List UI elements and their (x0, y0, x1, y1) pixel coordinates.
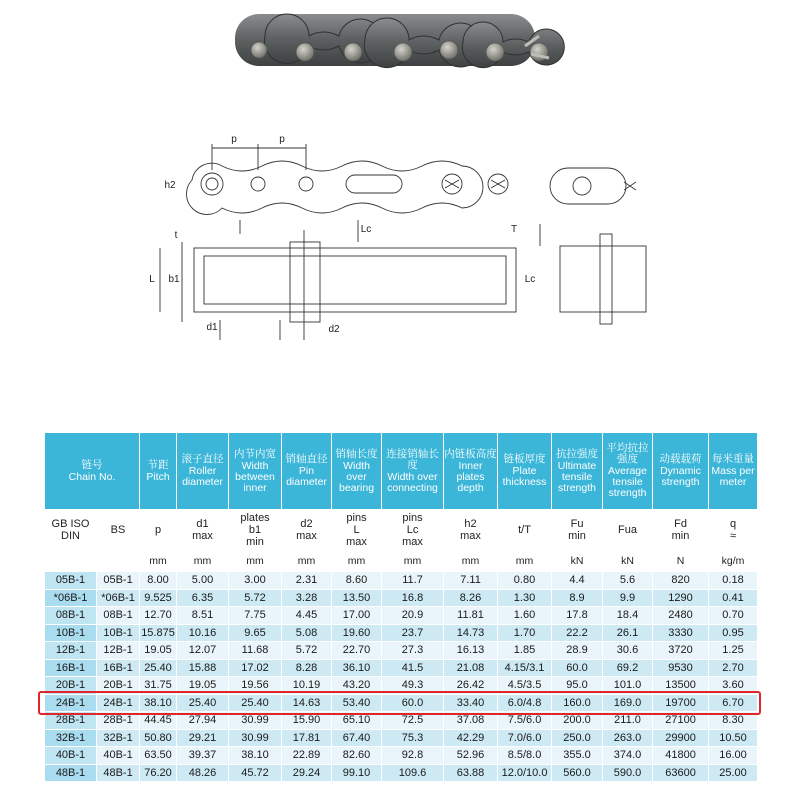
table-cell: 0.70 (709, 607, 758, 625)
unit-cell: mm (382, 551, 444, 572)
table-cell: 29900 (653, 729, 709, 747)
table-cell: 15.88 (177, 659, 229, 677)
table-cell: 13500 (653, 677, 709, 695)
drawing-label-Lc: Lc (360, 224, 372, 235)
table-cell: 48B-1 (97, 764, 140, 782)
symbol-text: max (460, 530, 481, 542)
unit-cell: mm (498, 551, 552, 572)
symbol-cell (45, 510, 97, 551)
table-cell: 50.80 (140, 729, 177, 747)
table-cell: 0.80 (498, 572, 552, 590)
table-cell: 8.9 (552, 589, 603, 607)
table-cell: 10B-1 (45, 624, 97, 642)
table-cell: 101.0 (603, 677, 653, 695)
symbol-text: q (729, 518, 737, 530)
unit-cell: mm (332, 551, 382, 572)
column-header (709, 433, 758, 510)
column-header (140, 433, 177, 510)
table-cell: 7.5/6.0 (498, 712, 552, 730)
table-cell: 15.90 (282, 712, 332, 730)
symbol-text: max (402, 536, 423, 548)
table-cell: 6.70 (709, 694, 758, 712)
table-cell: 11.7 (382, 572, 444, 590)
symbol-cell (709, 510, 758, 551)
table-cell: 1.30 (498, 589, 552, 607)
symbol-text: min (568, 530, 586, 542)
table-cell: 8.26 (444, 589, 498, 607)
table-header-row (45, 433, 758, 510)
table-cell: 30.6 (603, 642, 653, 660)
symbol-text: pins (346, 512, 367, 524)
column-header-cn: 节距 (147, 458, 169, 471)
table-cell: 69.2 (603, 659, 653, 677)
chain-product-photo (225, 6, 570, 82)
table-row (45, 589, 758, 607)
table-cell: 19.05 (177, 677, 229, 695)
table-cell: 43.20 (332, 677, 382, 695)
column-header-cn: 抗拉强度 (556, 447, 599, 460)
table-cell: 4.15/3.1 (498, 659, 552, 677)
table-cell: 19.60 (332, 624, 382, 642)
symbol-cell (444, 510, 498, 551)
table-cell: 1.85 (498, 642, 552, 660)
symbol-text: max (192, 530, 213, 542)
unit-cell: kN (552, 551, 603, 572)
table-cell: 63600 (653, 764, 709, 782)
unit-cell: mm (229, 551, 282, 572)
symbol-cell (140, 510, 177, 551)
column-header (332, 433, 382, 510)
table-row (45, 747, 758, 765)
drawing-label-b1: b1 (168, 274, 180, 285)
table-cell: 16.13 (444, 642, 498, 660)
table-cell: 75.3 (382, 729, 444, 747)
table-cell: 23.7 (382, 624, 444, 642)
column-header-en: Chain No. (68, 470, 116, 483)
table-cell: 41.5 (382, 659, 444, 677)
symbol-text: min (671, 530, 690, 542)
table-cell: 31.75 (140, 677, 177, 695)
table-cell: 3.28 (282, 589, 332, 607)
table-cell: 16.8 (382, 589, 444, 607)
table-cell: 9.65 (229, 624, 282, 642)
column-header-en: Width over connecting (387, 470, 438, 494)
column-header (177, 433, 229, 510)
table-symbol-row (45, 510, 758, 551)
table-row (45, 607, 758, 625)
table-cell: 37.08 (444, 712, 498, 730)
table-cell: 48.26 (177, 764, 229, 782)
drawing-label-p-2: p (279, 134, 285, 145)
symbol-text: h2 (464, 518, 477, 530)
table-cell: 16B-1 (45, 659, 97, 677)
table-cell: 76.20 (140, 764, 177, 782)
unit-cell: mm (140, 551, 177, 572)
table-cell: 355.0 (552, 747, 603, 765)
table-cell: 95.0 (552, 677, 603, 695)
table-cell: 14.73 (444, 624, 498, 642)
table-cell: 7.11 (444, 572, 498, 590)
table-cell: 0.41 (709, 589, 758, 607)
drawing-label-L: L (149, 274, 155, 285)
symbol-cell (177, 510, 229, 551)
symbol-text: Lc (406, 524, 419, 536)
drawing-label-h2: h2 (164, 180, 176, 191)
column-header-cn: 内节内宽 (234, 447, 277, 460)
column-header (653, 433, 709, 510)
symbol-text: Fu (570, 518, 584, 530)
table-cell: 16.00 (709, 747, 758, 765)
table-cell: 169.0 (603, 694, 653, 712)
table-cell: 5.72 (229, 589, 282, 607)
unit-cell (45, 551, 97, 572)
table-cell: 8.60 (332, 572, 382, 590)
table-cell: 8.51 (177, 607, 229, 625)
symbol-cell (603, 510, 653, 551)
symbol-text: p (154, 524, 162, 536)
symbol-text: max (296, 530, 317, 542)
table-cell: 17.8 (552, 607, 603, 625)
table-cell: 53.40 (332, 694, 382, 712)
table-row (45, 764, 758, 782)
table-cell: 44.45 (140, 712, 177, 730)
table-unit-row (45, 551, 758, 572)
table-cell: 21.08 (444, 659, 498, 677)
table-cell: 33.40 (444, 694, 498, 712)
table-cell: 22.2 (552, 624, 603, 642)
column-header (45, 433, 140, 510)
column-header-en: Pin diameter (286, 465, 327, 488)
table-cell: 2.70 (709, 659, 758, 677)
unit-cell (97, 551, 140, 572)
symbol-text: plates (240, 512, 270, 524)
table-row (45, 694, 758, 712)
symbol-text: GB ISO (51, 518, 90, 530)
table-cell: 27.94 (177, 712, 229, 730)
table-cell: 17.02 (229, 659, 282, 677)
column-header-en: Average tensile strength (608, 465, 647, 499)
table-cell: 200.0 (552, 712, 603, 730)
column-header-cn: 链号 (81, 458, 103, 471)
column-header-en: Roller diameter (182, 465, 223, 488)
table-cell: 16B-1 (97, 659, 140, 677)
symbol-text: d1 (196, 518, 209, 530)
table-cell: 263.0 (603, 729, 653, 747)
table-cell: 67.40 (332, 729, 382, 747)
table-cell: 36.10 (332, 659, 382, 677)
table-cell: 08B-1 (97, 607, 140, 625)
unit-cell: mm (444, 551, 498, 572)
table-cell: 39.37 (177, 747, 229, 765)
table-cell: 41800 (653, 747, 709, 765)
column-header-en: Inner plates depth (456, 459, 485, 494)
table-cell: 24B-1 (45, 694, 97, 712)
table-row (45, 624, 758, 642)
table-cell: 8.28 (282, 659, 332, 677)
table-cell: 29.21 (177, 729, 229, 747)
column-header-cn: 平均抗拉强度 (606, 442, 649, 465)
table-cell: 5.08 (282, 624, 332, 642)
table-cell: 9.9 (603, 589, 653, 607)
table-cell: 24B-1 (97, 694, 140, 712)
symbol-cell (229, 510, 282, 551)
table-cell: 8.5/8.0 (498, 747, 552, 765)
table-cell: 5.00 (177, 572, 229, 590)
table-cell: 8.30 (709, 712, 758, 730)
drawing-label-T: T (510, 224, 518, 235)
table-cell: 12.0/10.0 (498, 764, 552, 782)
drawing-label-p-1: p (231, 134, 237, 145)
chain-technical-drawing (120, 120, 680, 350)
table-cell: 1.70 (498, 624, 552, 642)
column-header (382, 433, 444, 510)
unit-cell: N (653, 551, 709, 572)
table-cell: 0.95 (709, 624, 758, 642)
table-cell: 14.63 (282, 694, 332, 712)
table-cell: 3720 (653, 642, 709, 660)
symbol-text: Fua (618, 524, 637, 536)
symbol-cell (97, 510, 140, 551)
table-cell: 38.10 (140, 694, 177, 712)
table-cell: 1.25 (709, 642, 758, 660)
table-cell: 20B-1 (97, 677, 140, 695)
table-cell: 8.00 (140, 572, 177, 590)
table-cell: 250.0 (552, 729, 603, 747)
table-cell: 32B-1 (97, 729, 140, 747)
table-cell: 2480 (653, 607, 709, 625)
table-cell: 12.70 (140, 607, 177, 625)
table-cell: 590.0 (603, 764, 653, 782)
table-cell: 9.525 (140, 589, 177, 607)
column-header-cn: 滚子直径 (181, 453, 224, 465)
table-cell: 40B-1 (97, 747, 140, 765)
table-row (45, 677, 758, 695)
table-cell: 7.0/6.0 (498, 729, 552, 747)
column-header-en: Ultimate tensile strength (557, 459, 597, 494)
symbol-cell (653, 510, 709, 551)
drawing-label-t: t (174, 230, 178, 241)
table-cell: 52.96 (444, 747, 498, 765)
table-cell: 10.50 (709, 729, 758, 747)
table-row (45, 642, 758, 660)
symbol-text: pins (402, 512, 423, 524)
table-cell: 3.60 (709, 677, 758, 695)
table-cell: 28B-1 (97, 712, 140, 730)
table-cell: 10.16 (177, 624, 229, 642)
table-row (45, 712, 758, 730)
table-cell: 65.10 (332, 712, 382, 730)
table-cell: 19.05 (140, 642, 177, 660)
table-cell: 11.68 (229, 642, 282, 660)
symbol-cell (552, 510, 603, 551)
table-cell: 3.00 (229, 572, 282, 590)
column-header (603, 433, 653, 510)
table-cell: 27.3 (382, 642, 444, 660)
table-cell: 7.75 (229, 607, 282, 625)
table-cell: 25.40 (229, 694, 282, 712)
table-row (45, 729, 758, 747)
table-cell: 25.00 (709, 764, 758, 782)
table-cell: 1290 (653, 589, 709, 607)
symbol-cell (282, 510, 332, 551)
table-cell: 82.60 (332, 747, 382, 765)
table-cell: 4.4 (552, 572, 603, 590)
table-cell: 3330 (653, 624, 709, 642)
unit-cell: kN (603, 551, 653, 572)
table-cell: 45.72 (229, 764, 282, 782)
table-cell: 99.10 (332, 764, 382, 782)
drawing-label-d2: d2 (328, 324, 340, 335)
table-cell: 9530 (653, 659, 709, 677)
table-cell: 32B-1 (45, 729, 97, 747)
table-row (45, 572, 758, 590)
table-cell: *06B-1 (97, 589, 140, 607)
table-cell: 72.5 (382, 712, 444, 730)
table-cell: 22.89 (282, 747, 332, 765)
table-cell: 12.07 (177, 642, 229, 660)
table-cell: 22.70 (332, 642, 382, 660)
table-cell: 10.19 (282, 677, 332, 695)
symbol-cell (382, 510, 444, 551)
table-cell: 63.88 (444, 764, 498, 782)
table-cell: 560.0 (552, 764, 603, 782)
table-cell: 18.4 (603, 607, 653, 625)
table-cell: 4.5/3.5 (498, 677, 552, 695)
table-cell: 30.99 (229, 729, 282, 747)
table-cell: *06B-1 (45, 589, 97, 607)
table-cell: 20B-1 (45, 677, 97, 695)
table-cell: 20.9 (382, 607, 444, 625)
table-cell: 13.50 (332, 589, 382, 607)
table-cell: 10B-1 (97, 624, 140, 642)
column-header-en: Plate thickness (502, 465, 547, 488)
table-cell: 29.24 (282, 764, 332, 782)
column-header-cn: 销轴直径 (285, 453, 328, 465)
chain-spec-table (44, 432, 758, 782)
column-header (498, 433, 552, 510)
table-cell: 6.35 (177, 589, 229, 607)
column-header-en: Pitch (146, 470, 170, 483)
column-header (282, 433, 332, 510)
table-cell: 42.29 (444, 729, 498, 747)
symbol-text: d2 (300, 518, 313, 530)
table-cell: 26.42 (444, 677, 498, 695)
symbol-text: Fd (674, 518, 687, 530)
table-cell: 38.10 (229, 747, 282, 765)
drawing-label-Lc-right: Lc (524, 274, 536, 285)
column-header-cn: 每米重量 (712, 453, 755, 465)
table-cell: 30.99 (229, 712, 282, 730)
table-cell: 28.9 (552, 642, 603, 660)
table-cell: 12B-1 (45, 642, 97, 660)
table-cell: 48B-1 (45, 764, 97, 782)
table-cell: 19.56 (229, 677, 282, 695)
table-cell: 26.1 (603, 624, 653, 642)
table-cell: 1.60 (498, 607, 552, 625)
symbol-text: b1 (248, 524, 262, 536)
column-header (552, 433, 603, 510)
table-cell: 5.72 (282, 642, 332, 660)
column-header-cn: 链板厚度 (503, 453, 546, 465)
symbol-cell (332, 510, 382, 551)
symbol-cell (498, 510, 552, 551)
table-cell: 63.50 (140, 747, 177, 765)
column-header (229, 433, 282, 510)
symbol-text: max (346, 536, 367, 548)
table-cell: 160.0 (552, 694, 603, 712)
table-row (45, 659, 758, 677)
table-cell: 19700 (653, 694, 709, 712)
table-cell: 28B-1 (45, 712, 97, 730)
table-cell: 5.6 (603, 572, 653, 590)
table-cell: 820 (653, 572, 709, 590)
table-cell: 17.81 (282, 729, 332, 747)
symbol-text: BS (110, 524, 126, 536)
table-cell: 4.45 (282, 607, 332, 625)
table-cell: 40B-1 (45, 747, 97, 765)
table-cell: 6.0/4.8 (498, 694, 552, 712)
column-header-en: Width between inner (235, 459, 275, 494)
table-cell: 92.8 (382, 747, 444, 765)
table-cell: 60.0 (552, 659, 603, 677)
symbol-text: L (353, 524, 360, 536)
unit-cell: mm (282, 551, 332, 572)
table-cell: 60.0 (382, 694, 444, 712)
table-cell: 49.3 (382, 677, 444, 695)
table-cell: 17.00 (332, 607, 382, 625)
column-header-en: Width over bearing (339, 459, 375, 494)
table-cell: 05B-1 (45, 572, 97, 590)
column-header-cn: 销轴长度 (335, 447, 378, 460)
table-cell: 15.875 (140, 624, 177, 642)
column-header-en: Dynamic strength (660, 465, 701, 488)
table-cell: 11.81 (444, 607, 498, 625)
column-header-cn: 内链板高度 (444, 447, 497, 460)
symbol-text: ≈ (729, 530, 737, 542)
table-cell: 05B-1 (97, 572, 140, 590)
column-header-cn: 连接销轴长度 (386, 447, 439, 471)
column-header-en: Mass per meter (711, 465, 755, 488)
table-cell: 12B-1 (97, 642, 140, 660)
table-cell: 27100 (653, 712, 709, 730)
unit-cell: kg/m (709, 551, 758, 572)
table-cell: 109.6 (382, 764, 444, 782)
symbol-text: t/T (518, 524, 531, 536)
column-header (444, 433, 498, 510)
unit-cell: mm (177, 551, 229, 572)
table-cell: 2.31 (282, 572, 332, 590)
column-header-cn: 动载载荷 (659, 453, 702, 465)
table-cell: 0.18 (709, 572, 758, 590)
symbol-text: DIN (61, 530, 80, 542)
table-cell: 374.0 (603, 747, 653, 765)
table-cell: 08B-1 (45, 607, 97, 625)
symbol-text: min (246, 536, 264, 548)
table-cell: 25.40 (177, 694, 229, 712)
drawing-label-d1: d1 (206, 322, 218, 333)
table-cell: 211.0 (603, 712, 653, 730)
table-cell: 25.40 (140, 659, 177, 677)
